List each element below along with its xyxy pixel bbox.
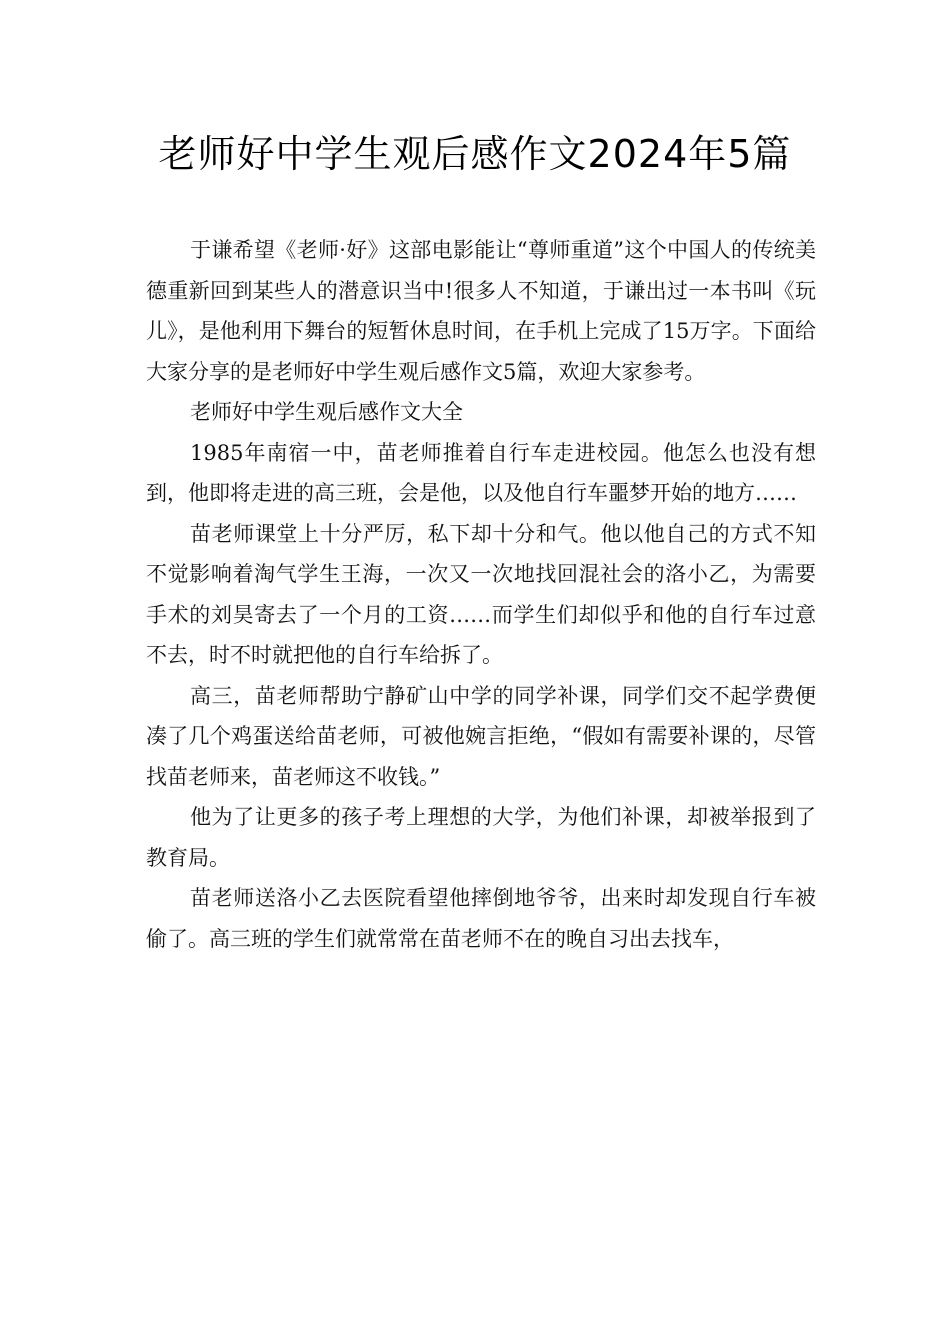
paragraph: 高三，苗老师帮助宁静矿山中学的同学补课，同学们交不起学费便凑了几个鸡蛋送给苗老师，可被他婉言拒绝，“假如有需要补课的，尽管找苗老师来，苗老师这不收钱。” xyxy=(146,683,816,789)
paragraph: 苗老师送洛小乙去医院看望他摔倒地爷爷，出来时却发现自行车被偷了。高三班的学生们就常常在苗老师不在的晚自习出去找车， xyxy=(146,886,816,951)
paragraph: 1985年南宿一中，苗老师推着自行车走进校园。他怎么也没有想到，他即将走进的高三班，会是他，以及他自行车噩梦开始的地方…… xyxy=(146,440,816,505)
paragraph: 苗老师课堂上十分严厉，私下却十分和气。他以他自己的方式不知不觉影响着淘气学生王海，一次又一次地找回混社会的洛小乙，为需要手术的刘昊寄去了一个月的工资……而学生们却似乎和他的自行车过意不去，时不时就把他的自行车给拆了。 xyxy=(146,521,816,667)
section-heading: 老师好中学生观后感作文大全 xyxy=(190,400,463,424)
paragraph-intro: 于谦希望《老师·好》这部电影能让“尊师重道”这个中国人的传统美德重新回到某些人的潜意识当中!很多人不知道，于谦出过一本书叫《玩儿》，是他利用下舞台的短暂休息时间，在手机上完成了15万字。下面给大家分享的是老师好中学生观后感作文5篇，欢迎大家参考。 xyxy=(146,238,816,384)
paragraph: 他为了让更多的孩子考上理想的大学，为他们补课，却被举报到了教育局。 xyxy=(146,805,816,870)
document-title: 老师好中学生观后感作文2024年5篇 xyxy=(158,132,792,176)
document-body xyxy=(146,230,816,959)
